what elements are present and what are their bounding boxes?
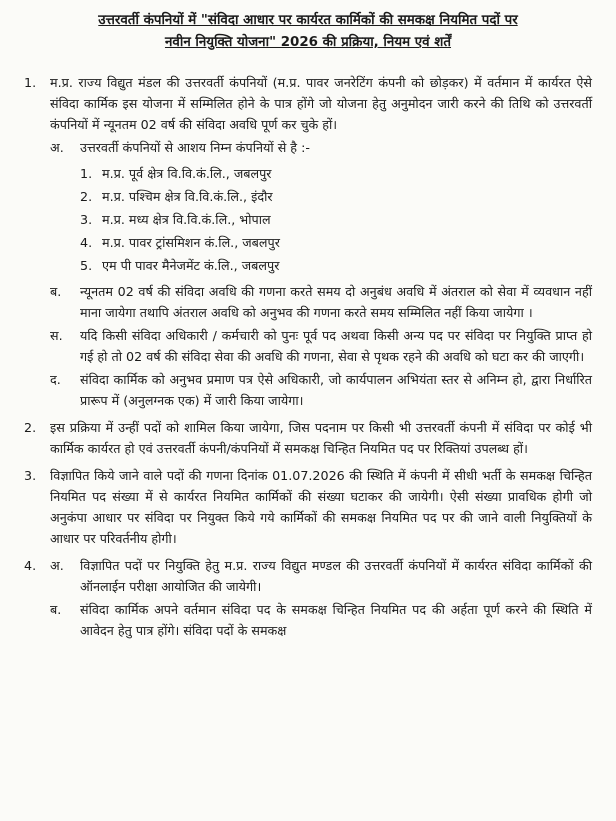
- point-text: विज्ञापित किये जाने वाले पदों की गणना दिनांक 01.07.2026 की स्थिति में कंपनी में सीधी भर्ती के समकक्ष चिन्हित नियमित पद संख्या में से कार्यरत नियमित कार्मिकों की संख्या घटाकर की जायेगी। ऐसी संख्या प्रावधिक होगी जो अनुकंपा आधार पर संविदा पर नियुक्त किये गये कार्मिकों की समकक्ष नियमित पद पर की जाने वाली नियुक्तियों के आधार पर परिवर्तनीय होगी।: [50, 468, 592, 546]
- sub-point-label: अ.: [50, 140, 64, 155]
- sub-point-label: ब.: [50, 284, 62, 299]
- point-1: [24, 72, 592, 411]
- sub-point-label: स.: [50, 328, 63, 343]
- document-title: [24, 10, 592, 54]
- point-number: 3.: [24, 468, 37, 483]
- company-item: 5. एम पी पावर मैनेजमेंट कं.लि., जबलपुर: [80, 258, 280, 273]
- point-number: 1.: [24, 75, 37, 90]
- sub-point-text: यदि किसी संविदा अधिकारी / कर्मचारी को पुनः पूर्व पद अथवा किसी अन्य पद पर संविदा पर नियुक्ति प्राप्त हो गई हो तो 02 वर्ष की संविदा सेवा की अवधि की गणना, सेवा से पृथक रहने की अवधि को घटा कर की जाएगी।: [80, 328, 592, 364]
- company-item: 4. म.प्र. पावर ट्रांसमिशन कं.लि., जबलपुर: [80, 235, 280, 250]
- point-number: 2.: [24, 420, 37, 435]
- sub-point-text: विज्ञापित पदों पर नियुक्ति हेतु म.प्र. राज्य विद्युत मण्डल की उत्तरवर्ती कंपनियों में कार्यरत संविदा कार्मिकों की ऑनलाईन परीक्षा आयोजित की जायेगी।: [80, 558, 592, 594]
- sub-point-label: अ.: [50, 558, 64, 573]
- point-text: म.प्र. राज्य विद्युत मंडल की उत्तरवर्ती कंपनियों (म.प्र. पावर जनरेटिंग कंपनी को छोड़कर) में वर्तमान में कार्यरत ऐसे संविदा कार्मिक इस योजना में सम्मिलित होने के पात्र होंगे जो योजना हेतु अनुमोदन जारी करने की तिथि को उत्तरवर्ती कंपनियों में न्यूनतम 02 वर्ष की संविदा अवधि पूर्ण कर चुके हों।: [50, 75, 592, 132]
- point-number: 4.: [24, 558, 37, 573]
- sub-point-text: न्यूनतम 02 वर्ष की संविदा अवधि की गणना करते समय दो अनुबंध अवधि में अंतराल को सेवा में व्यवधान नहीं माना जायेगा तथापि अंतराल अवधि को अनुभव की गणना करते समय सम्मिलित नहीं किया जायेगा ।: [80, 284, 592, 320]
- sub-point-b: [50, 281, 592, 323]
- point-2: [24, 417, 592, 459]
- sub-point-d: [50, 369, 592, 411]
- sub-point-b: [50, 599, 592, 641]
- sub-point-text: संविदा कार्मिक अपने वर्तमान संविदा पद के समकक्ष चिन्हित नियमित पद की अर्हता पूर्ण करने की स्थिति में आवेदन हेतु पात्र होंगे। संविदा पदों के समकक्ष: [80, 602, 592, 638]
- sub-point-s: [50, 325, 592, 367]
- point-3: [24, 465, 592, 549]
- sub-point-a: [50, 137, 592, 158]
- company-item: 3. म.प्र. मध्य क्षेत्र वि.वि.कं.लि., भोपाल: [80, 212, 271, 227]
- title-line-2: नवीन नियुक्ति योजना" 2026 की प्रक्रिया, नियम एवं शर्तें: [164, 35, 452, 50]
- point-4: [24, 555, 592, 641]
- sub-point-label: ब.: [50, 602, 62, 617]
- sub-point-a: [50, 555, 592, 597]
- title-line-1: उत्तरवर्ती कंपनियों में "संविदा आधार पर कार्यरत कार्मिकों की समकक्ष नियमित पदों पर: [98, 13, 518, 28]
- point-text: इस प्रक्रिया में उन्हीं पदों को शामिल किया जायेगा, जिस पदनाम पर किसी भी उत्तरवर्ती कंपनी में संविदा पर कोई भी कार्मिक कार्यरत हो एवं उत्तरवर्ती कंपनी/कंपनियों में समकक्ष चिन्हित नियमित पद पर रिक्तियां उपलब्ध हों।: [50, 420, 592, 456]
- sub-point-text: संविदा कार्मिक को अनुभव प्रमाण पत्र ऐसे अधिकारी, जो कार्यपालन अभियंता स्तर से अनिम्न हो, द्वारा निर्धारित प्रारूप में (अनुलग्नक एक) में जारी किया जायेगा।: [80, 372, 592, 408]
- company-list: [80, 162, 592, 277]
- sub-point-text: उत्तरवर्ती कंपनियों से आशय निम्न कंपनियों से है :-: [80, 140, 310, 155]
- sub-point-label: द.: [50, 372, 61, 387]
- company-item: 2. म.प्र. पश्चिम क्षेत्र वि.वि.कं.लि., इंदौर: [80, 189, 273, 204]
- company-item: 1. म.प्र. पूर्व क्षेत्र वि.वि.कं.लि., जबलपुर: [80, 166, 272, 181]
